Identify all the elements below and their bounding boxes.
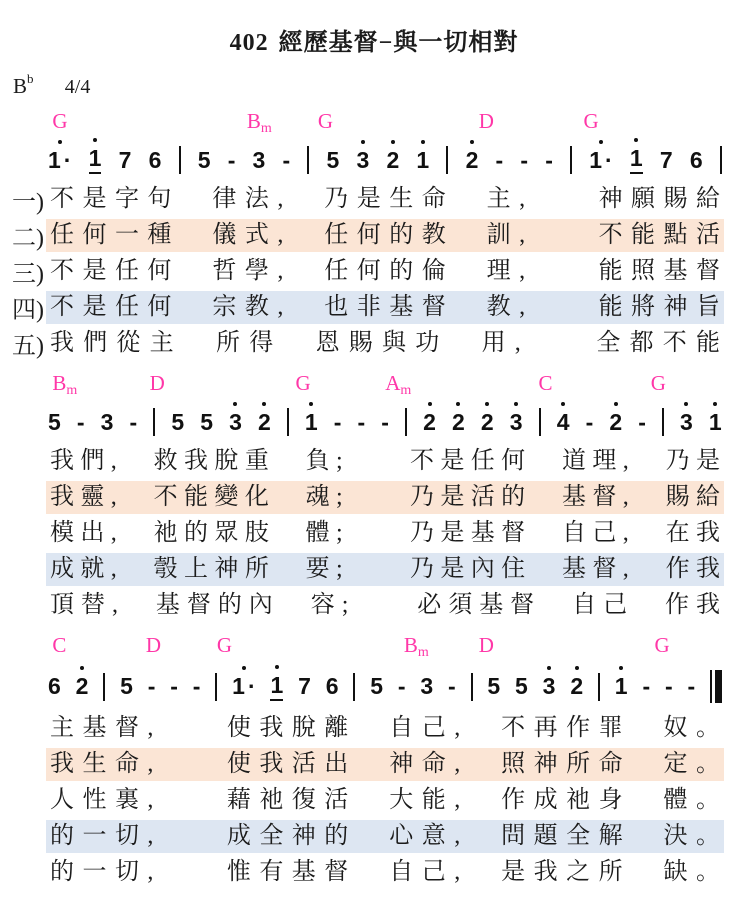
lyric-row	[0, 818, 748, 854]
notation-row	[48, 399, 722, 436]
note-3: 3	[356, 146, 370, 173]
note-7: 7	[118, 146, 132, 173]
chord-root: B	[246, 109, 261, 133]
lyric-row	[0, 587, 748, 623]
barline	[179, 146, 181, 174]
chord-Bm	[247, 109, 272, 137]
duration-dash: -	[333, 408, 342, 435]
chord-sub: m	[66, 383, 78, 398]
duration-dash: -	[357, 408, 366, 435]
chord-row	[0, 371, 748, 396]
final-barline	[710, 670, 722, 703]
lyric-row	[0, 782, 748, 818]
chord-root: B	[403, 633, 418, 657]
chord-Bm	[52, 371, 77, 399]
duration-dash: -	[642, 673, 651, 699]
note-2: 2	[465, 146, 479, 173]
music-system-1	[0, 109, 748, 361]
lyric-row	[0, 325, 748, 361]
note-1: 1	[614, 673, 628, 699]
note-1: 1 ·	[589, 148, 612, 173]
lyric-line: 不是任何 哲學, 任何的倫 理, 能照基督	[50, 257, 720, 284]
time-signature: 4/4	[64, 76, 91, 98]
lyric-row	[0, 443, 748, 479]
duration-dash: -	[282, 146, 291, 173]
chord-root: A	[385, 371, 401, 395]
note-2: 2	[386, 146, 400, 173]
duration-dash: -	[545, 146, 553, 173]
note-5: 5	[487, 673, 501, 699]
barline	[405, 408, 407, 436]
note-3: 3	[680, 408, 693, 435]
note-1: 1	[89, 146, 102, 174]
lyric-line: 模出, 祂的眾肢 體; 乃是基督 自己, 在我	[50, 519, 720, 546]
chord-G	[583, 109, 598, 134]
barline	[153, 408, 155, 436]
note-7: 7	[298, 673, 311, 699]
chord-root: G	[650, 371, 666, 395]
verse-label: 二)	[12, 225, 44, 252]
chord-root: D	[149, 371, 165, 395]
note-5: 5	[515, 673, 528, 699]
chord-root: C	[538, 371, 553, 395]
duration-dash: -	[585, 408, 594, 435]
note-7: 7	[659, 146, 673, 173]
note-1: 1	[416, 146, 430, 173]
chord-root: G	[317, 109, 334, 133]
lyric-line: 人性裏, 藉祂復活 大能, 作成祂身 體。	[50, 786, 720, 813]
chord-row	[0, 633, 748, 658]
lyric-line: 頂替, 基督的內 容; 必須基督 自己 作我	[50, 591, 720, 618]
note-3: 3	[252, 146, 266, 173]
key-signature-row	[13, 73, 748, 99]
duration-dash: -	[664, 673, 673, 699]
chord-C	[539, 371, 553, 396]
note-1: 1 ·	[48, 148, 71, 173]
chord-G	[655, 633, 670, 658]
note-3: 3	[542, 673, 556, 699]
note-3: 3	[100, 408, 114, 435]
note-6: 6	[325, 673, 339, 699]
barline	[446, 146, 448, 174]
barline	[287, 408, 289, 436]
lyric-row	[0, 289, 748, 325]
chord-G	[651, 371, 666, 396]
chord-root: B	[52, 371, 67, 395]
lyric-row	[0, 746, 748, 782]
verse-label: 五)	[12, 333, 44, 360]
lyric-line: 我生命, 使我活出 神命, 照神所命 定。	[46, 748, 724, 781]
lyric-row	[0, 854, 748, 890]
flat-symbol: b	[27, 71, 34, 86]
music-system-3	[0, 633, 748, 890]
note-4: 4	[556, 408, 570, 435]
notation-row	[48, 137, 722, 174]
chord-Bm	[404, 633, 429, 661]
duration-dash: -	[227, 146, 236, 173]
note-2: 2	[257, 408, 271, 435]
chord-sub: m	[417, 645, 429, 660]
chord-Am	[385, 371, 411, 399]
note-6: 6	[689, 146, 703, 173]
chord-sub: m	[400, 383, 412, 398]
chord-row	[0, 109, 748, 134]
barline	[353, 673, 355, 701]
chord-C	[52, 633, 66, 658]
score	[0, 109, 748, 890]
note-2: 2	[423, 408, 436, 435]
lyric-line: 的一切, 惟有基督 自己, 是我之所 缺。	[50, 858, 720, 885]
notation-row	[48, 661, 722, 703]
barline	[307, 146, 309, 174]
duration-dash: -	[147, 673, 156, 699]
chord-D	[479, 109, 494, 134]
barline	[570, 146, 572, 174]
key-letter: B	[13, 74, 28, 98]
duration-dash: -	[687, 673, 696, 699]
lyric-line: 任何一種 儀式, 任何的教 訓, 不能點活	[46, 219, 724, 252]
note-3: 3	[229, 408, 242, 435]
chord-root: G	[52, 109, 68, 133]
duration-dash: -	[448, 673, 456, 699]
lyric-row	[0, 515, 748, 551]
lyric-line: 不是字句 律法, 乃是生命 主, 神願賜給	[50, 185, 720, 212]
lyric-row	[0, 479, 748, 515]
chord-sub: m	[260, 121, 272, 136]
note-5: 5	[200, 408, 213, 435]
note-3: 3	[509, 408, 523, 435]
final-bar-thick	[715, 670, 722, 703]
chord-root: C	[52, 633, 67, 657]
barline	[539, 408, 541, 436]
note-1: 1	[708, 408, 722, 435]
chord-D	[150, 371, 165, 396]
note-5: 5	[171, 408, 185, 435]
duration-dash: -	[520, 146, 529, 173]
key-signature	[13, 71, 34, 98]
hymn-name: 經歷基督−與一切相對	[278, 30, 519, 56]
note-3: 3	[420, 673, 434, 699]
note-5: 5	[370, 673, 384, 699]
lyric-line: 不是任何 宗教, 也非基督 教, 能將神旨	[46, 291, 724, 324]
lyric-line: 的一切, 成全神的 心意, 問題全解 決。	[46, 820, 724, 853]
duration-dash: -	[495, 146, 504, 173]
chord-D	[479, 633, 494, 658]
note-1: 1	[270, 673, 283, 701]
barline	[598, 673, 600, 701]
note-2: 2	[451, 408, 465, 435]
lyric-line: 主基督, 使我脫離 自己, 不再作罪 奴。	[50, 714, 720, 741]
chord-G	[318, 109, 333, 134]
note-5: 5	[326, 146, 340, 173]
chord-root: G	[583, 109, 599, 133]
note-2: 2	[609, 408, 623, 435]
music-system-2	[0, 371, 748, 623]
duration-dash: -	[397, 673, 406, 699]
chord-root: D	[478, 109, 494, 133]
note-6: 6	[48, 673, 61, 699]
duration-dash: -	[638, 408, 646, 435]
note-1: 1	[304, 408, 318, 435]
duration-dash: -	[381, 408, 389, 435]
barline	[215, 673, 217, 701]
chord-G	[217, 633, 232, 658]
verse-label: 四)	[12, 297, 44, 324]
final-bar-thin	[710, 670, 712, 703]
note-5: 5	[197, 146, 211, 173]
note-2: 2	[570, 673, 584, 699]
hymn-title	[0, 0, 748, 57]
chord-G	[295, 371, 310, 396]
chord-G	[52, 109, 67, 134]
barline	[471, 673, 473, 701]
barline	[103, 673, 105, 701]
chord-D	[146, 633, 161, 658]
chord-root: G	[216, 633, 233, 657]
note-6: 6	[148, 146, 162, 173]
chord-root: D	[478, 633, 494, 657]
verse-label: 一)	[12, 189, 44, 216]
chord-root: G	[654, 633, 670, 657]
lyric-row	[0, 181, 748, 217]
lyric-line: 我靈, 不能變化 魂; 乃是活的 基督, 賜給	[46, 481, 724, 514]
lyric-line: 成就, 彀上神所 要; 乃是內住 基督, 作我	[46, 553, 724, 586]
hymn-number: 402	[229, 30, 269, 56]
duration-dash: -	[170, 673, 178, 699]
note-5: 5	[120, 673, 133, 699]
barline	[662, 408, 664, 436]
lyric-row	[0, 551, 748, 587]
lyric-row	[0, 217, 748, 253]
barline	[720, 146, 722, 174]
chord-root: G	[295, 371, 311, 395]
note-2: 2	[75, 673, 89, 699]
duration-dash: -	[192, 673, 201, 699]
lyric-row	[0, 710, 748, 746]
verse-label: 三)	[12, 261, 44, 288]
duration-dash: -	[129, 408, 138, 435]
note-1: 1 ·	[232, 674, 255, 699]
note-5: 5	[48, 408, 61, 435]
note-1: 1	[630, 146, 643, 174]
chord-root: D	[145, 633, 162, 657]
lyric-row	[0, 253, 748, 289]
lyric-line: 我們, 救我脫重 負; 不是任何 道理, 乃是	[50, 447, 720, 474]
note-2: 2	[480, 408, 494, 435]
lyric-line: 我們從主 所得 恩賜與功 用, 全都不能	[50, 329, 720, 356]
duration-dash: -	[76, 408, 85, 435]
